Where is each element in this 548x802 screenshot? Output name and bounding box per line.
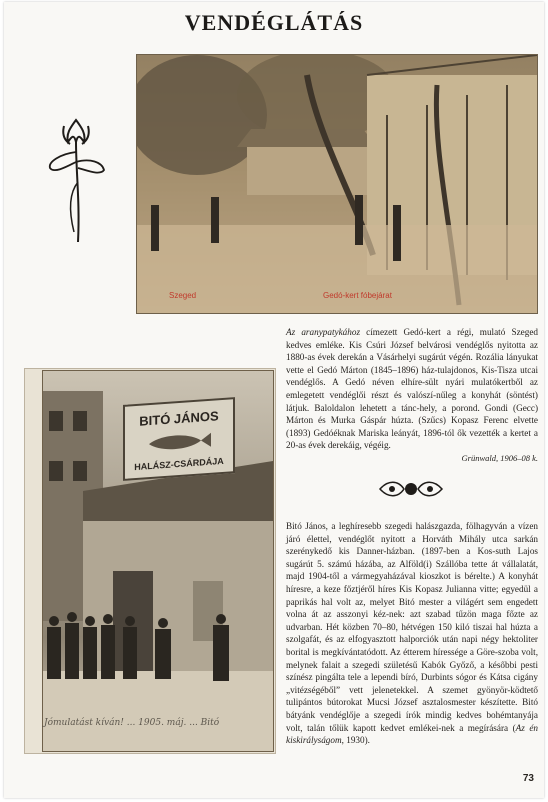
lead-italic: Az aranypatykához: [286, 327, 361, 337]
sign-business-name: HALÁSZ-CSÁRDÁJA: [134, 455, 224, 473]
section1-body: címezett Gedó-kert a régi, mulató Szeged kedves emléke. Kis Csúri József belvárosi vendéglős nyitotta az 1880-as évek derekán a Vásárhelyi sugárút végén. Rozália lányukat vette el Gedó Márton (1845–1896) ház-tulajdonos, Kis-Tisza utcai vendéglős. A Gedó néven elhíre-sült nyári mulatókertből az emlegetett vendéglői részt és valószí-nűleg a konyhát (söntést) látjuk. Baloldalon lehetett a tánc-hely, a porond. Gondi (Gecc) Márton és Murka Gáspár húzta. (Szűcs) Kopasz Ferenc elvette (1893) Gedóéknak Mariska leányát, 1896-tól ők vezették a kertet a 20-as évek derekáig, végéig.: [286, 327, 538, 451]
csarda-signboard: [123, 397, 235, 481]
bito-csarda-photo: [42, 370, 274, 752]
garden-scene-illustration: [137, 55, 537, 313]
sign-owner-name: BITÓ JÁNOS: [139, 408, 219, 429]
tulip-ornament-icon: [40, 112, 112, 257]
section2-body: Bitó János, a leghíresebb szegedi halászgazda, fölhagyván a vízen járó élettel, vendéglőt nyitott a Horváth Mihály utca sarkán szerénykedő kis Danner-házban. (1897-ben a Kos-suth Lajos sugárút 5. számú házába, az Alföld(i) Szállóba tette át vállalatát, majd 1904-től a vármegyaházával kioszkot is bérelte.) A konyhát híresre, a keze főztjéről híres Kis Kopasz Julianna vitte; egyedül a paprikás hal volt az, melyet Bitó mester a világért sem engedett volna át az asszonyi kéz-nek: azt szabad tűzön maga főzte az udvarban. Hét közben 70–80, hétvégen 150 kiló tiszai hal húzta a szolgafát, és az elfogyasztott halporciók után napi négy hektoliter borital is megkívántatódott. Az étterem híressége a Göre-szoba volt, melynek falait a szegedi születésű Kabók Győző, a későbbi pesti színész pingálta tele a lependi bíró, Durbints sógor és Kátsa cigány „vitézségéből” vett jelenetekkel. A szemet gyönyör-ködtető tulipántos bútorokat Mucsi József asztalosmester készítette. Bitó bátyánk vendéglője a szegedi írók mindig kedves bohémtanyája volt, talán tőlük kapott kedvet emlékei-nek a megírására (: [286, 521, 538, 733]
page-number: 73: [522, 773, 534, 784]
section2-end: , 1930).: [341, 735, 370, 746]
photo-caption-right: Gedó-kert fóbejárat: [323, 291, 392, 300]
gedo-kert-description: [286, 326, 538, 465]
handwritten-inscription: Jómulatást kíván! ... 1905. máj. ... Bitó: [44, 718, 220, 728]
book-title: Az én kiskirályságom: [286, 722, 539, 746]
photo-caption-left: Szeged: [169, 291, 197, 300]
gedo-kert-photo: [136, 54, 538, 314]
fish-icon: [145, 431, 213, 454]
page: [4, 2, 544, 798]
bito-janos-description: [286, 520, 538, 747]
page-title: VENDÉGLÁTÁS: [184, 10, 364, 35]
source-credit: Grünwald, 1906–08 k.: [461, 452, 538, 463]
floral-ornament-icon: [376, 476, 446, 502]
